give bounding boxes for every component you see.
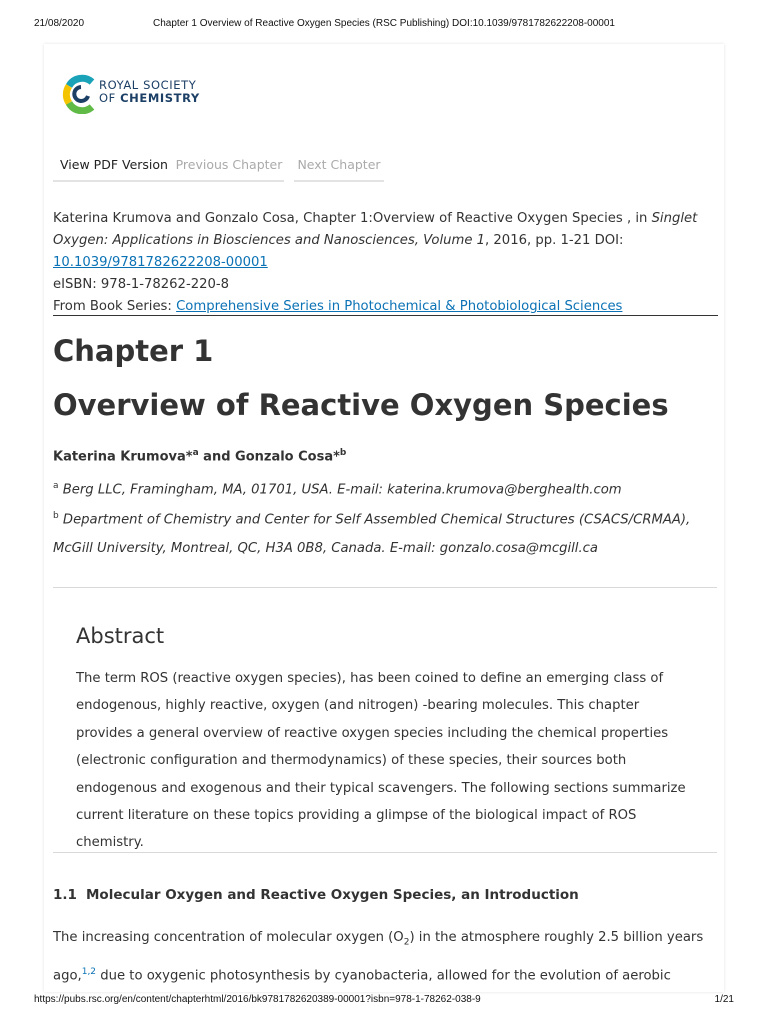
print-date: 21/08/2020 [34,18,85,29]
affiliation-b: $^b$ Department of Chemistry and Center for Self Assembled Chemical Structures (CSACS/CRMAA), McGill University, Montreal, QC, H3A 0B8, Canada. E-mail: gonzalo.cosa@mcgill.ca [53,511,691,557]
print-header [0,0,768,42]
book-series: From Book Series: Comprehensive Series in Photochemical & Photobiological Sciences [53,299,623,314]
citation-block [53,208,717,318]
print-url: https://pubs.rsc.org/en/content/chapterhtml/2016/bk9781782620389-00001?isbn=978-1-78262-038-9 [34,994,481,1005]
rsc-logo[interactable] [61,74,221,116]
book-title: Singlet Oxygen: Applications in Biosciences and Nanosciences, Volume 1 [53,211,698,248]
previous-chapter-button[interactable]: Previous Chapter [174,152,284,182]
citation-line: Katerina Krumova and Gonzalo Cosa, Chapter 1:Overview of Reactive Oxygen Species , in Singlet Oxygen: Applications in Biosciences and Nanosciences, Volume 1, 2016, pp. 1-21 DOI: [53,211,698,248]
doi-link[interactable]: 10.1039/9781782622208-00001 [53,255,268,270]
abstract-text: The term ROS (reactive oxygen species), has been coined to define an emerging class of endogenous, highly reactive, oxygen (and nitrogen) -bearing molecules. This chapter provides a general overview of reactive oxygen species including the chemical properties (electronic configuration and thermodynamics) of these species, their sources both endogenous and exogenous and their typical scavengers. The following sections summarize current literature on these topics providing a glimpse of the biological impact of ROS chemistry. [76,671,686,851]
reference-link[interactable]: 1,2 [81,967,97,978]
print-page-number: 1/21 [714,994,734,1005]
abstract-heading: Abstract [76,624,165,648]
author-list: Katerina Krumova*$^a$ and Gonzalo Cosa*$^b$ [53,448,347,465]
rsc-logo-icon [61,74,101,114]
chapter-title: Overview of Reactive Oxygen Species [53,388,669,422]
chapter-number: Chapter 1 [53,334,214,368]
author-krumova[interactable]: Katerina Krumova* [53,449,193,465]
logo-line-2: OF CHEMISTRY [99,91,200,105]
next-chapter-button[interactable]: Next Chapter [294,152,384,182]
body-paragraph: The increasing concentration of molecular oxygen $(O_2)$ in the atmosphere roughly 2.5 billion years ago,$^{1,2}$ due to oxygenic photosynthesis by cyanobacteria, allowed for the evolution of aerobic [53,930,704,984]
divider [53,852,717,853]
divider [53,587,717,588]
eisbn: eISBN: 978-1-78262-220-8 [53,277,230,292]
logo-line-1: ROYAL SOCIETY [99,78,197,92]
affiliation-a: $^a$ Berg LLC, Framingham, MA, 01701, USA. E-mail: katerina.krumova@berghealth.com [53,481,622,498]
rsc-logo-wordmark [99,79,200,105]
section-heading [53,887,579,903]
book-series-link[interactable]: Comprehensive Series in Photochemical & Photobiological Sciences [176,299,623,314]
section-title: Molecular Oxygen and Reactive Oxygen Species, an Introduction [86,887,579,903]
citation-divider [53,315,718,316]
section-number: 1.1 [53,887,77,903]
print-footer [0,992,768,1024]
view-pdf-button[interactable]: View PDF Version [53,152,175,182]
article-card [44,44,724,992]
print-title: Chapter 1 Overview of Reactive Oxygen Species (RSC Publishing) DOI:10.1039/9781782622208-00001 [153,18,615,29]
author-cosa[interactable]: Gonzalo Cosa* [235,449,340,465]
